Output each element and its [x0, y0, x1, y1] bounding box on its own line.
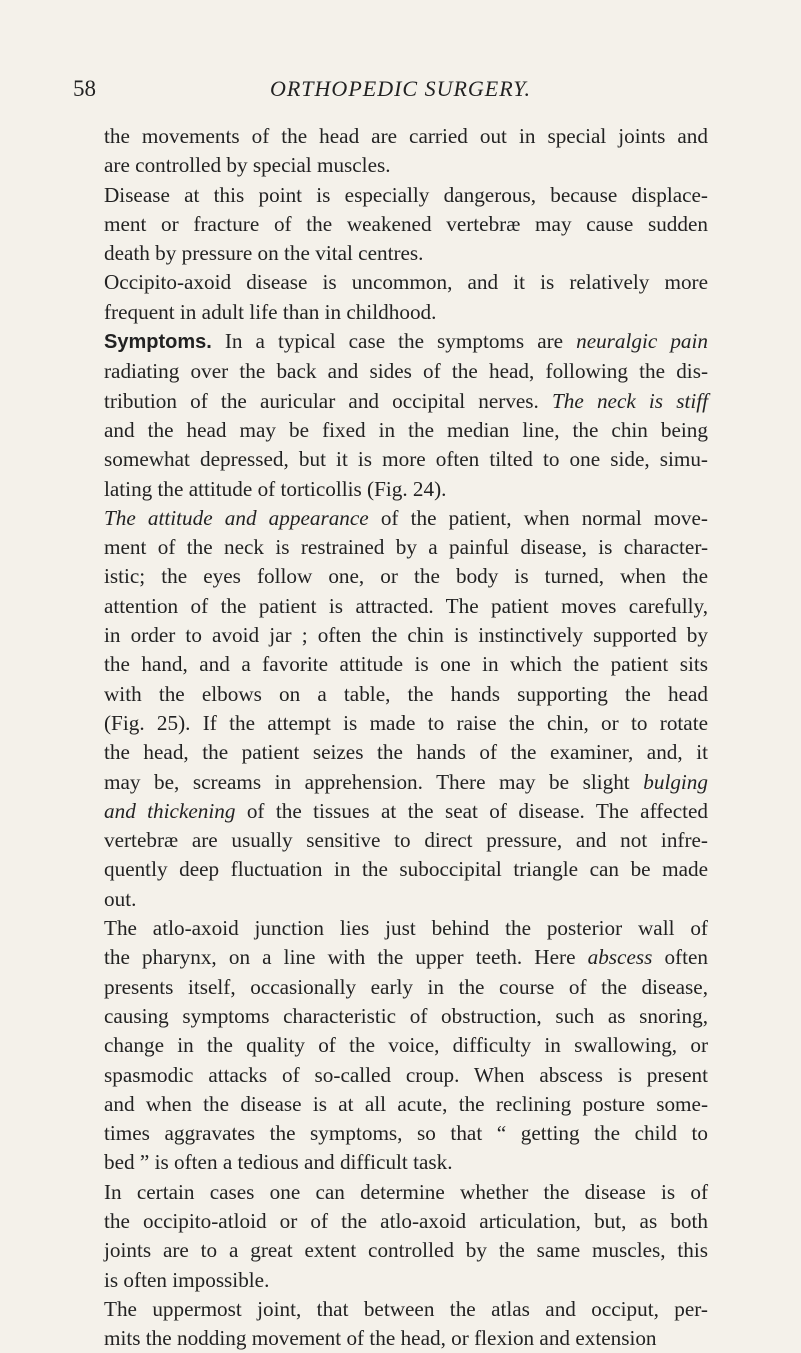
text-line: death by pressure on the vital centres.	[104, 241, 424, 266]
text-line: the occipito-atloid or of the atlo-axoid articulation, but, as both	[104, 1208, 708, 1233]
body-text	[104, 122, 708, 1353]
text-line: ment or fracture of the weakened vertebræ may cause sudden	[104, 211, 708, 236]
text-line: is often impossible.	[104, 1267, 270, 1292]
text-line: lating the attitude of torticollis (Fig. 24).	[104, 476, 447, 501]
text-line: times aggravates the symptoms, so that “ getting the child to	[104, 1121, 708, 1146]
text-line: the pharynx, on a line with the upper teeth. Here abscess often	[104, 945, 708, 970]
text-line: change in the quality of the voice, difficulty in swallowing, or	[104, 1033, 708, 1058]
text-line: and when the disease is at all acute, the reclining posture some-	[104, 1091, 708, 1116]
text-line: somewhat depressed, but it is more often tilted to one side, simu-	[104, 447, 708, 472]
text-line: the head, the patient seizes the hands of the examiner, and, it	[104, 740, 708, 765]
text-line: and thickening of the tissues at the seat of disease. The affected	[104, 798, 708, 823]
text-line: radiating over the back and sides of the head, following the dis-	[104, 359, 708, 384]
text-line: Disease at this point is especially dangerous, because displace-	[104, 182, 708, 207]
text-line: attention of the patient is attracted. The patient moves carefully,	[104, 593, 708, 618]
text-line: vertebræ are usually sensitive to direct pressure, and not infre-	[104, 828, 708, 853]
text-line: are controlled by special muscles.	[104, 153, 391, 178]
section-heading: Symptoms.	[104, 331, 212, 354]
text-line: tribution of the auricular and occipital nerves. The neck is stiff	[104, 388, 708, 413]
text-line: spasmodic attacks of so-called croup. When abscess is present	[104, 1062, 708, 1087]
text-line: In certain cases one can determine whether the disease is of	[104, 1179, 708, 1204]
text-line: The attitude and appearance of the patient, when normal move-	[104, 505, 708, 530]
text-line: (Fig. 25). If the attempt is made to raise the chin, or to rotate	[104, 710, 708, 735]
running-title: ORTHOPEDIC SURGERY.	[269, 76, 531, 101]
text-line: and the head may be fixed in the median line, the chin being	[104, 417, 708, 442]
text-line: The atlo-axoid junction lies just behind the posterior wall of	[104, 916, 708, 941]
text-line: with the elbows on a table, the hands supporting the head	[104, 681, 708, 706]
text-line: ment of the neck is restrained by a painful disease, is character-	[104, 535, 708, 560]
text-line: Occipito-axoid disease is uncommon, and it is relatively more	[104, 270, 708, 295]
page-header	[0, 76, 801, 106]
text-line: the movements of the head are carried out in special joints and	[104, 124, 708, 148]
text-line: frequent in adult life than in childhood.	[104, 299, 437, 324]
text-line: Symptoms. In a typical case the symptoms are neuralgic pain	[104, 329, 708, 354]
text-line: causing symptoms characteristic of obstruction, such as snoring,	[104, 1003, 708, 1028]
text-line: joints are to a great extent controlled by the same muscles, this	[104, 1238, 708, 1263]
text-line: presents itself, occasionally early in the course of the disease,	[104, 974, 708, 999]
text-line: mits the nodding movement of the head, or flexion and extension	[104, 1326, 657, 1351]
text-line: The uppermost joint, that between the atlas and occiput, per-	[104, 1296, 708, 1321]
text-line: quently deep fluctuation in the suboccipital triangle can be made	[104, 857, 708, 882]
text-line: out.	[104, 886, 137, 911]
text-line: may be, screams in apprehension. There may be slight bulging	[104, 769, 708, 794]
text-line: istic; the eyes follow one, or the body is turned, when the	[104, 564, 708, 589]
text-line: in order to avoid jar ; often the chin is instinctively supported by	[104, 623, 708, 648]
text-line: bed ” is often a tedious and difficult task.	[104, 1150, 453, 1175]
page-number: 58	[73, 76, 96, 101]
text-line: the hand, and a favorite attitude is one in which the patient sits	[104, 652, 708, 677]
